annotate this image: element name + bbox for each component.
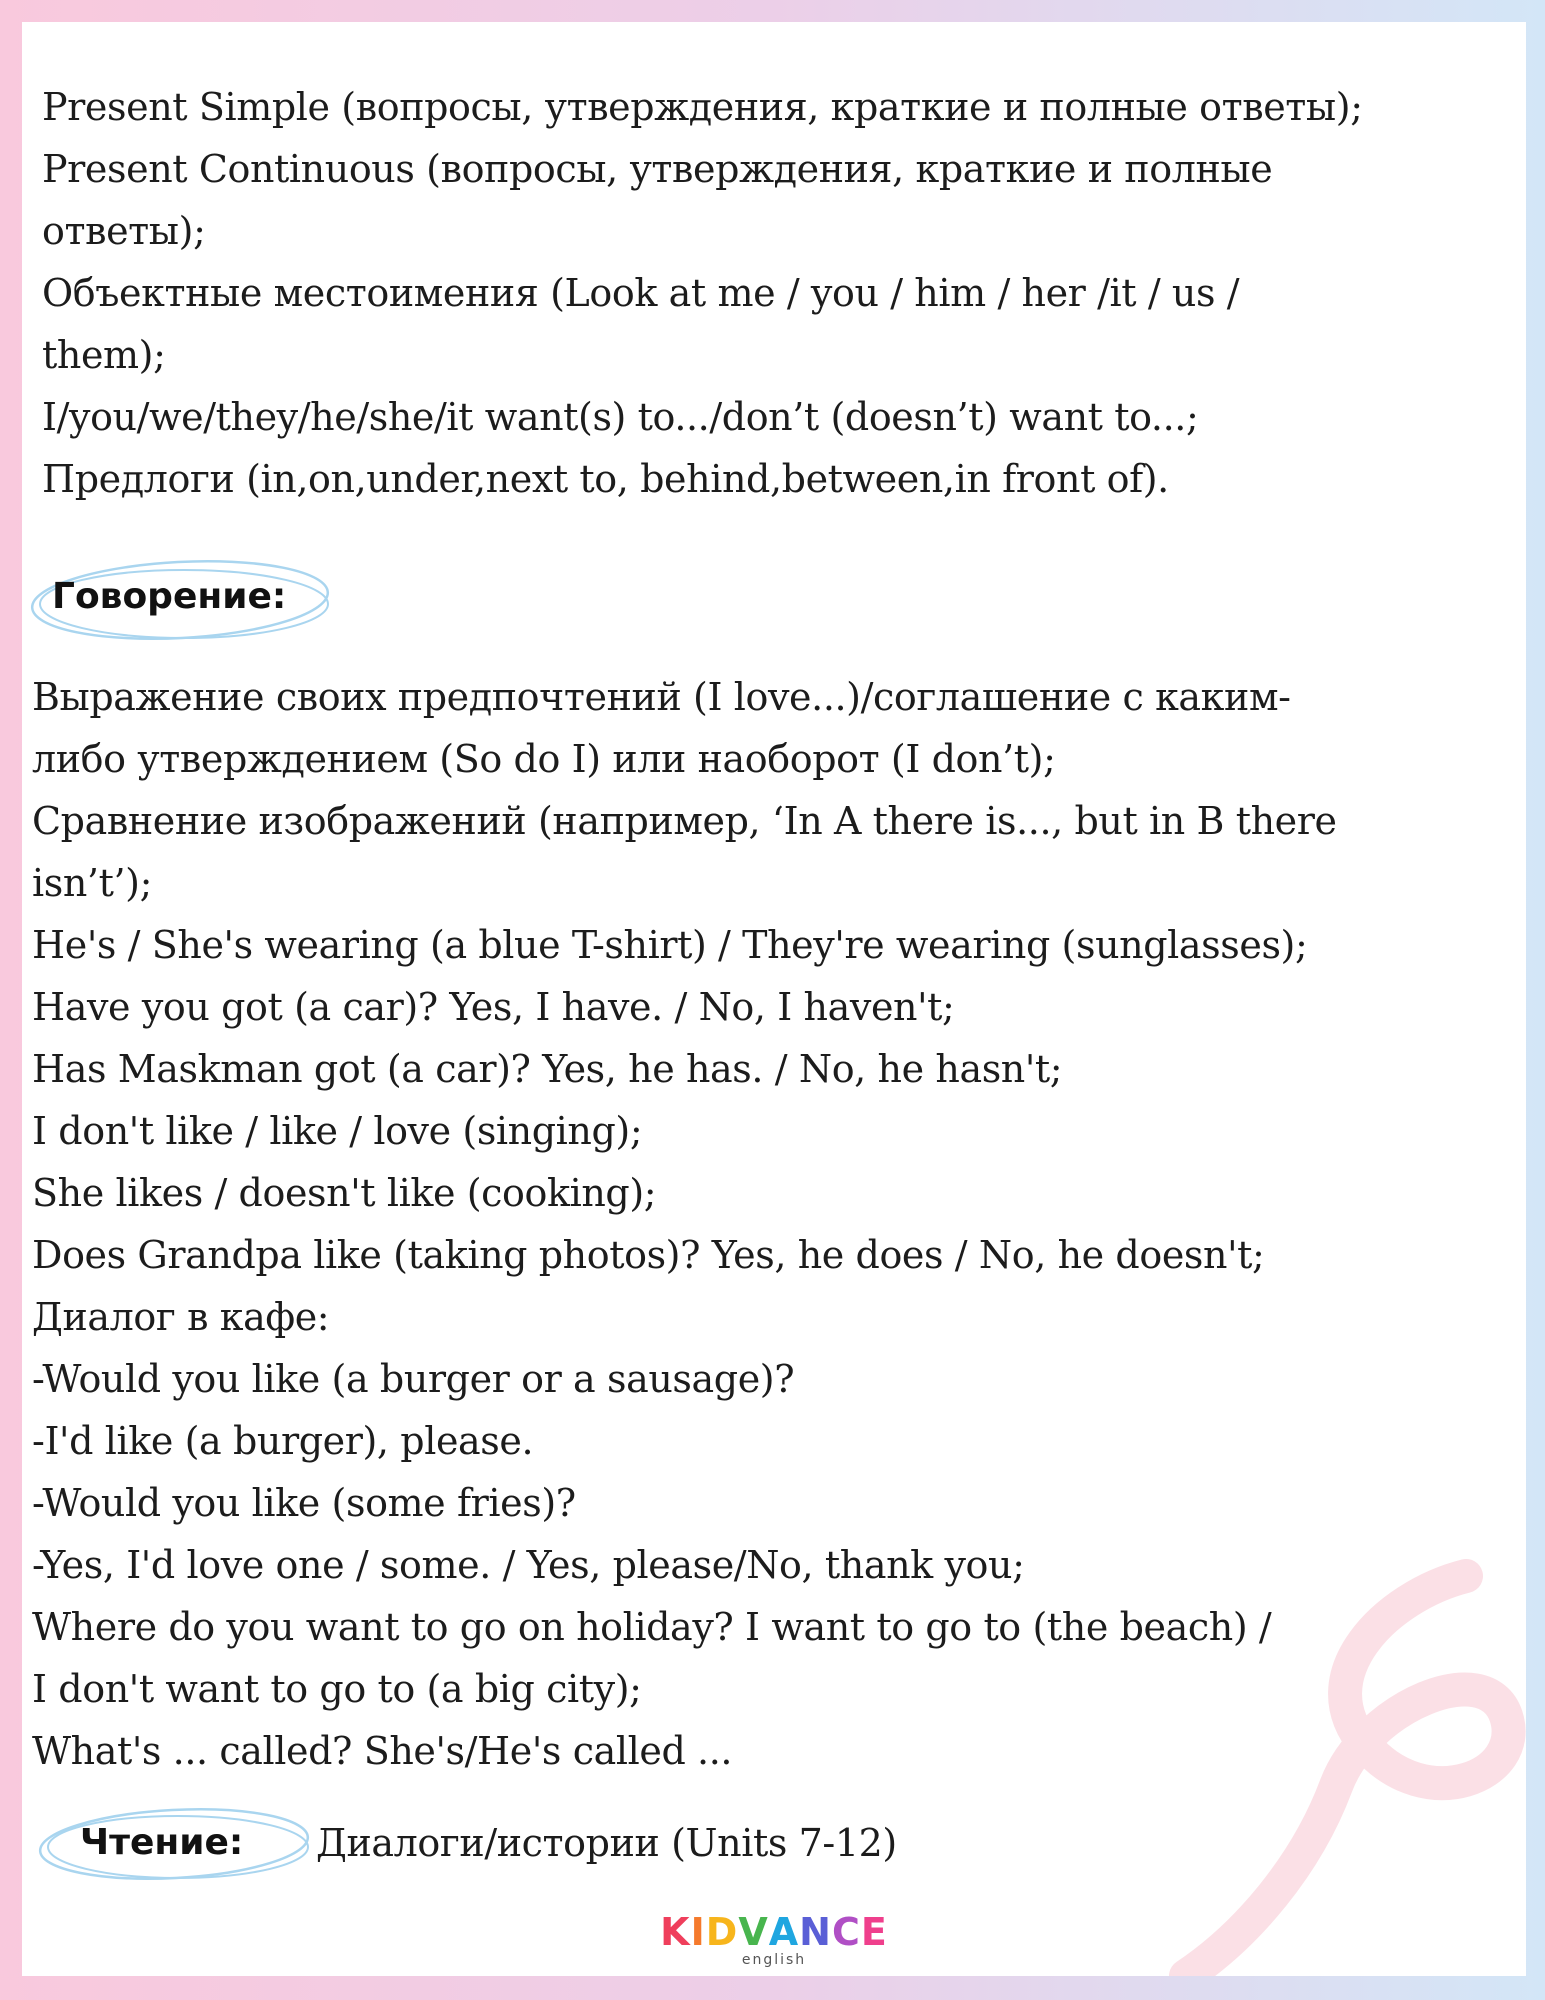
grammar-line: Present Simple (вопросы, утверждения, краткие и полные ответы); <box>42 85 1363 129</box>
logo-letter: C <box>831 1910 861 1954</box>
grammar-line: ответы); <box>42 209 206 253</box>
reading-heading: Чтение: <box>80 1822 244 1863</box>
grammar-line: them); <box>42 333 166 377</box>
speaking-line: Have you got (a car)? Yes, I have. / No, I haven't; <box>32 985 955 1029</box>
speaking-heading: Говорение: <box>52 576 287 617</box>
kidvance-logo <box>22 1912 1526 1968</box>
logo-letter: D <box>705 1910 739 1954</box>
speaking-line: -I'd like (a burger), please. <box>32 1419 534 1463</box>
page <box>22 22 1526 1976</box>
speaking-line: Диалог в кафе: <box>32 1295 330 1339</box>
speaking-line: Сравнение изображений (например, ‘In A there is..., but in B there <box>32 799 1337 843</box>
speaking-line: -Yes, I'd love one / some. / Yes, please/No, thank you; <box>32 1543 1025 1587</box>
speaking-line: -Would you like (a burger or a sausage)? <box>32 1357 795 1401</box>
grammar-line: Объектные местоимения (Look at me / you / him / her /it / us / <box>42 271 1240 315</box>
logo-letter: E <box>860 1910 888 1954</box>
speaking-line: isn’t’); <box>32 861 152 905</box>
logo-subtitle: english <box>741 1952 807 1968</box>
logo-letter: I <box>690 1910 706 1954</box>
grammar-line: Present Continuous (вопросы, утверждения, краткие и полные <box>42 147 1273 191</box>
logo-wordmark <box>22 1912 1526 1952</box>
speaking-line: Does Grandpa like (taking photos)? Yes, he does / No, he doesn't; <box>32 1233 1265 1277</box>
logo-letter: N <box>799 1910 832 1954</box>
grammar-line: I/you/we/they/he/she/it want(s) to.../don’t (doesn’t) want to...; <box>42 395 1199 439</box>
speaking-line: She likes / doesn't like (cooking); <box>32 1171 657 1215</box>
logo-letter: K <box>660 1910 691 1954</box>
reading-text: Диалоги/истории (Units 7-12) <box>316 1821 897 1865</box>
speaking-line: -Would you like (some fries)? <box>32 1481 576 1525</box>
grammar-line: Предлоги (in,on,under,next to, behind,between,in front of). <box>42 457 1169 501</box>
speaking-line: Выражение своих предпочтений (I love...)/соглашение с каким- <box>32 675 1291 719</box>
logo-letter: V <box>738 1910 769 1954</box>
speaking-line: Where do you want to go on holiday? I want to go to (the beach) / <box>32 1605 1272 1649</box>
speaking-line: либо утверждением (So do I) или наоборот (I don’t); <box>32 737 1056 781</box>
speaking-line: I don't like / like / love (singing); <box>32 1109 643 1153</box>
logo-letter: A <box>768 1910 800 1954</box>
speaking-line: He's / She's wearing (a blue T-shirt) / They're wearing (sunglasses); <box>32 923 1308 967</box>
speaking-line: Has Maskman got (a car)? Yes, he has. / No, he hasn't; <box>32 1047 1063 1091</box>
speaking-line: I don't want to go to (a big city); <box>32 1667 642 1711</box>
speaking-line: What's ... called? She's/He's called ... <box>32 1729 733 1773</box>
